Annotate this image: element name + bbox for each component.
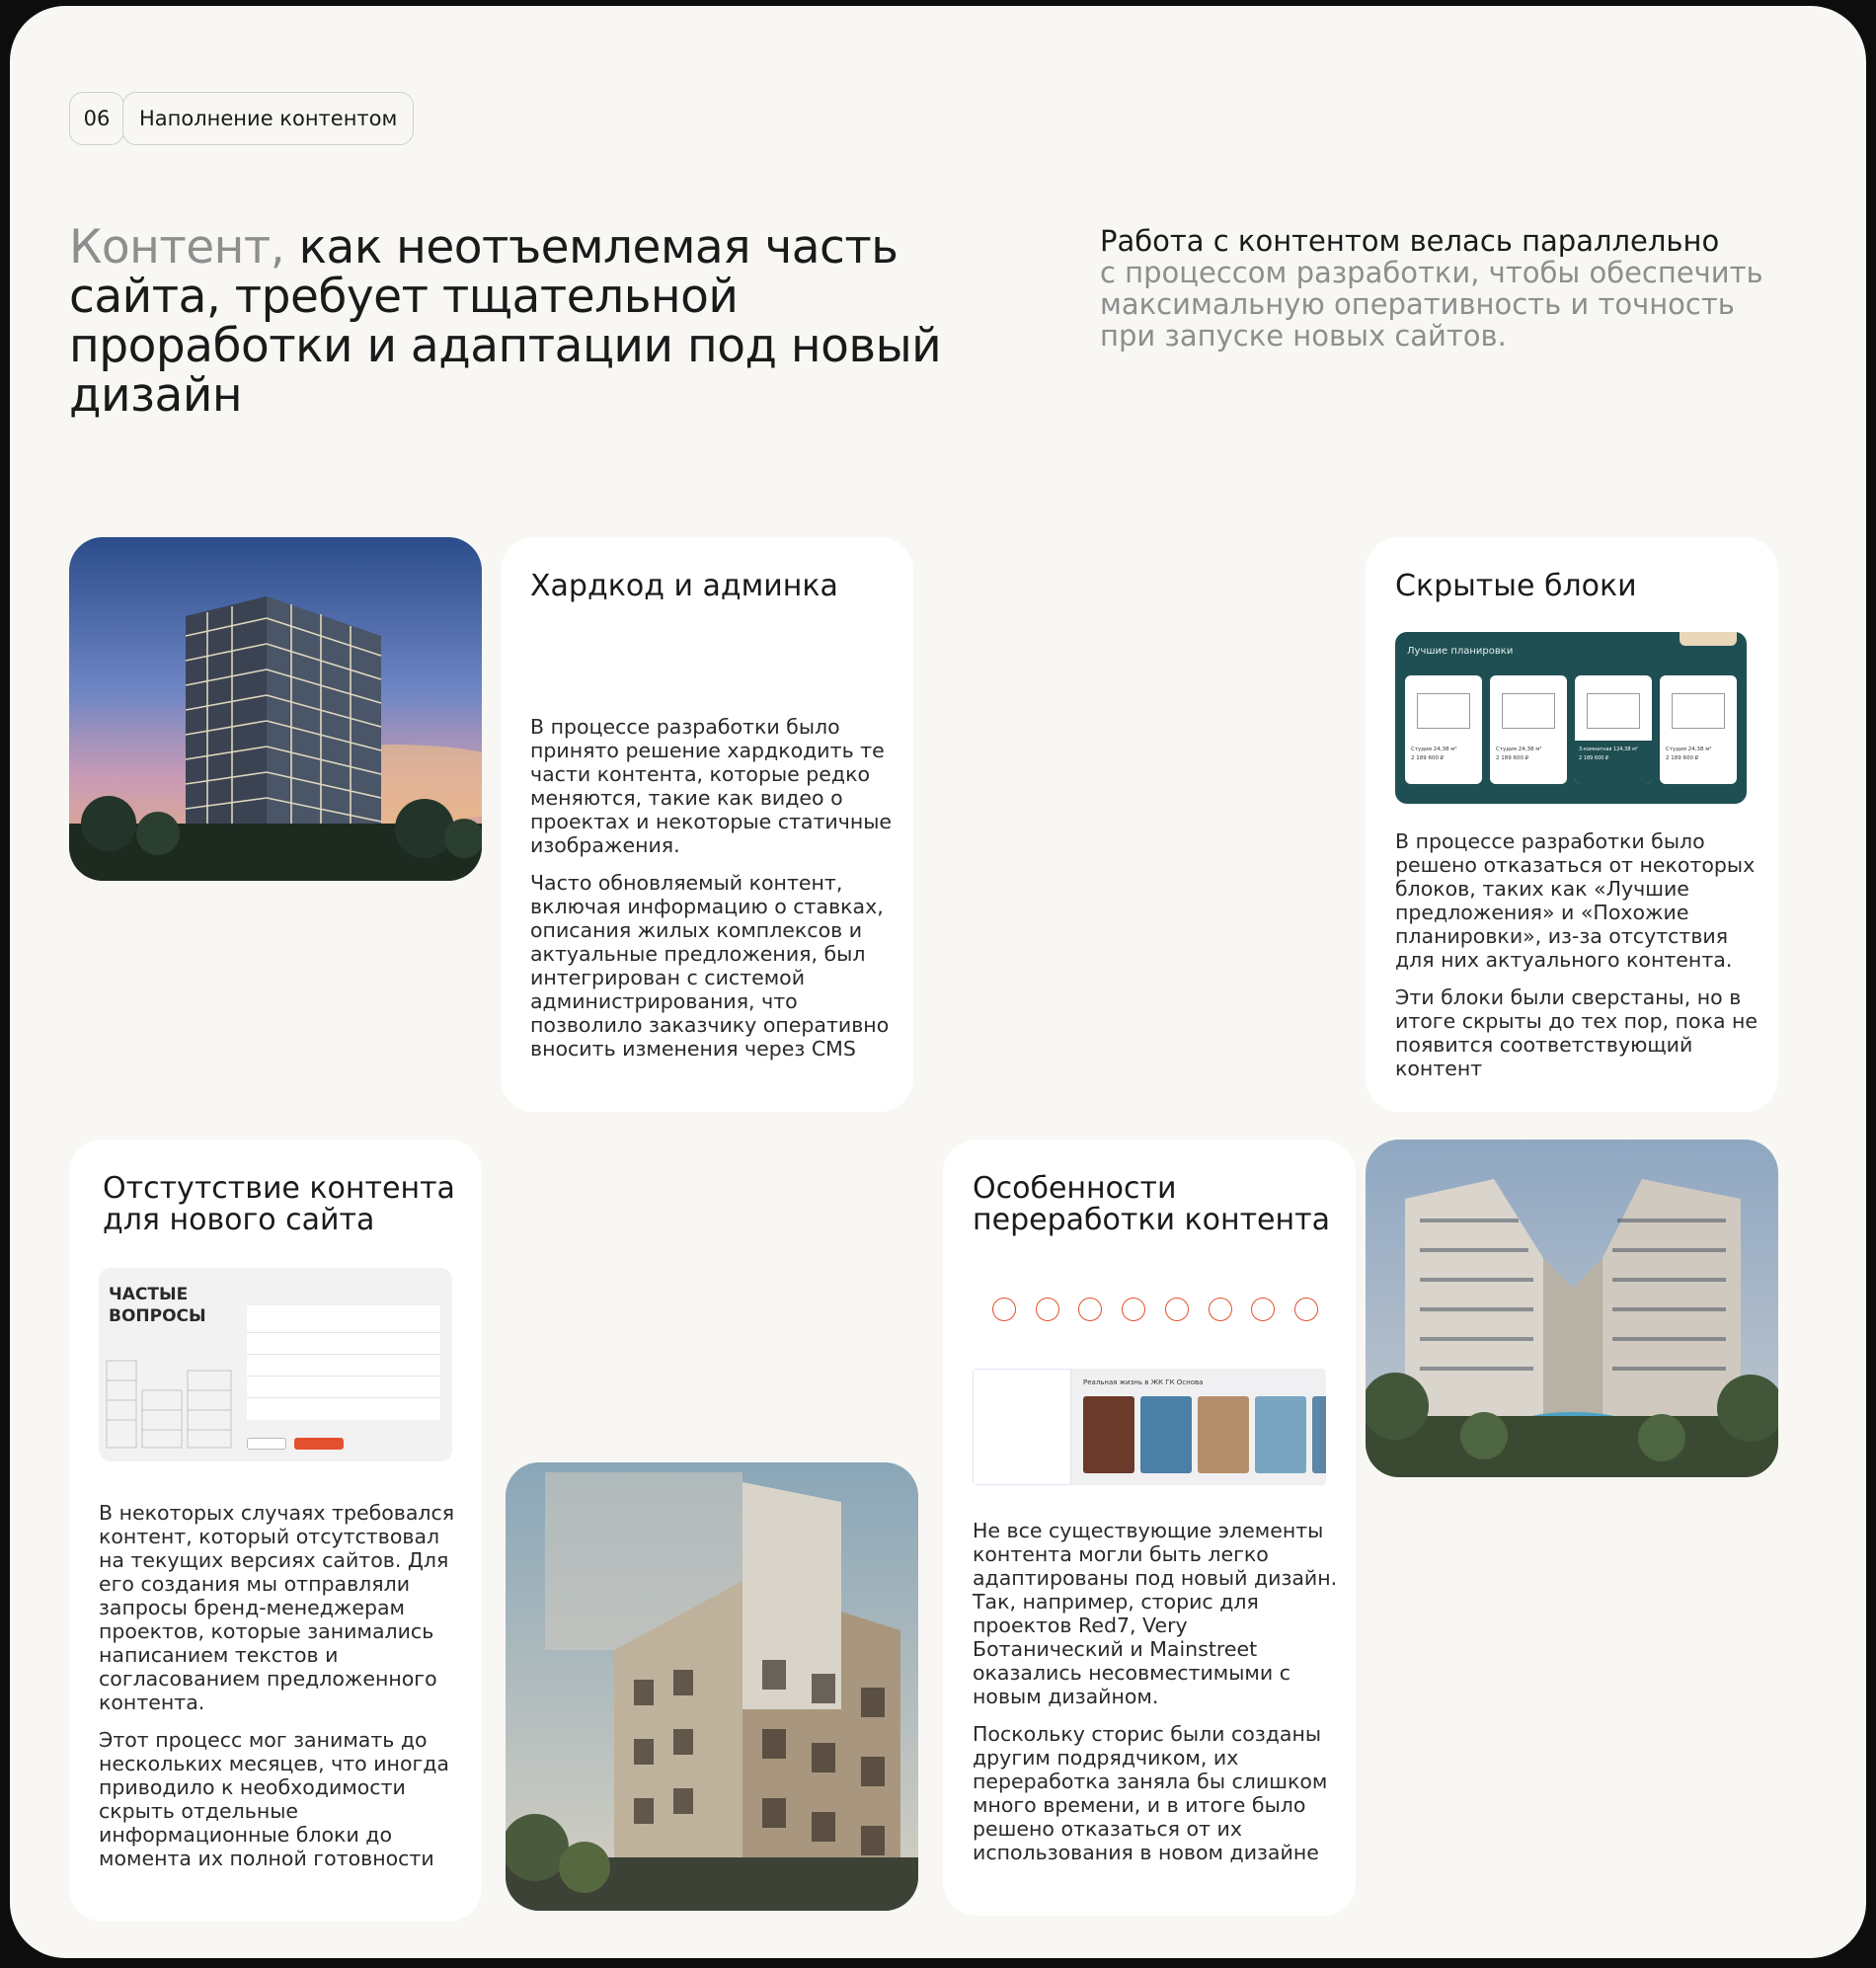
- card-hardcode-p1: В процессе разработки было принято решение хардкодить те части контента, которые редко меняются, такие как видео о проектах и некоторые статичные изображения.: [530, 715, 893, 857]
- mock-unit-price: 2 189 600 ₽: [1496, 755, 1529, 761]
- faq-building-sketch: [103, 1351, 241, 1450]
- card-rework-p2: Поскольку сторис были созданы другим подрядчиком, их переработка заняла бы слишком много времени, и в итоге было решено отказаться от их использования в новом дизайне: [973, 1722, 1328, 1864]
- card-missing-p1: В некоторых случаях требовался контент, который отсутствовал на текущих версиях сайтов. Для его создания мы отправляли запросы бренд-менеджерам проектов, которые занимались написанием текстов и согласованием предложенного контента.: [99, 1501, 455, 1714]
- section-tag: [69, 92, 414, 145]
- story-thumb[interactable]: [1140, 1396, 1192, 1473]
- amenity-icon: [1036, 1298, 1059, 1321]
- card-hidden-p1: В процессе разработки было решено отказаться от некоторых блоков, таких как «Лучшие предложения» и «Похожие планировки», из-за отсутствия для них актуального контента.: [1395, 829, 1756, 972]
- card-hidden-p2: Эти блоки были сверстаны, но в итоге скрыты до тех пор, пока не появится соответствующий контент: [1395, 985, 1759, 1080]
- mock-unit-name: Студия 24,38 м²: [1411, 747, 1457, 752]
- amenity-icon: [1122, 1298, 1145, 1321]
- plans-grid: [973, 1369, 1071, 1485]
- card-missing-content: [69, 1140, 482, 1922]
- faq-item[interactable]: [247, 1333, 440, 1355]
- card-hardcode-title: Хардкод и админка: [530, 569, 838, 603]
- card-rework-p1: Не все существующие элементы контента могли быть легко адаптированы под новый дизайн. Так, например, сторис для проектов Red7, Very Ботанический и Mainstreet оказались несовместимыми с новым дизайном.: [973, 1519, 1338, 1708]
- faq-item[interactable]: [247, 1355, 440, 1377]
- mock-unit-card-selected: [1575, 675, 1652, 784]
- story-thumb[interactable]: [1083, 1396, 1134, 1473]
- section-number: 06: [69, 92, 124, 145]
- mock-unit-name: 3-комнатная 124,38 м²: [1579, 747, 1638, 752]
- intro-line-1: Работа с контентом велась параллельно: [1100, 224, 1720, 258]
- card-rework: [943, 1140, 1356, 1916]
- mock-unit-price: 2 189 600 ₽: [1666, 755, 1699, 761]
- intro-text: [1100, 225, 1791, 352]
- photo-tower-dusk: [69, 537, 482, 881]
- story-thumb[interactable]: [1198, 1396, 1249, 1473]
- mock-unit-card: [1660, 675, 1737, 784]
- best-layouts-mock-title: Лучшие планировки: [1407, 646, 1514, 657]
- best-layouts-mock: [1395, 632, 1747, 804]
- amenity-icon: [1294, 1298, 1318, 1321]
- story-thumb[interactable]: [1255, 1396, 1306, 1473]
- faq-item[interactable]: [247, 1305, 440, 1333]
- card-missing-p2: Этот процесс мог занимать до нескольких месяцев, что иногда приводило к необходимости скрыть отдельные информационные блоки до момента их полной готовности: [99, 1728, 449, 1870]
- mock-unit-card: [1405, 675, 1482, 784]
- mock-unit-price: 2 189 600 ₽: [1579, 755, 1609, 761]
- mock-unit-name: Студия 24,38 м²: [1496, 747, 1542, 752]
- stories-mock-title: Реальная жизнь в ЖК ГК Основа: [1083, 1378, 1204, 1386]
- headline-accent: Контент,: [69, 220, 285, 275]
- headline-rest: как неотъемлемая часть сайта, требует тщательной проработки и адаптации под новый дизайн: [69, 220, 942, 423]
- amenity-icon: [1078, 1298, 1102, 1321]
- faq-mock: [99, 1268, 452, 1461]
- story-thumb[interactable]: [1312, 1396, 1326, 1473]
- card-hidden-title: Скрытые блоки: [1395, 569, 1637, 603]
- faq-secondary-button[interactable]: [247, 1438, 286, 1450]
- card-hidden-blocks: [1366, 537, 1778, 1112]
- mock-unit-name: Студия 24,38 м²: [1666, 747, 1712, 752]
- card-missing-title: Отстутствие контента для нового сайта: [103, 1171, 455, 1237]
- section-label: Наполнение контентом: [122, 92, 414, 145]
- card-rework-title: Особенности переработки контента: [973, 1171, 1330, 1237]
- photo-residential-complex: [1366, 1140, 1778, 1477]
- amenity-icon: [1209, 1298, 1232, 1321]
- card-hardcode-p2: Часто обновляемый контент, включая информацию о ставках, описания жилых комплексов и актуальные предложения, был интегрирован с системой администрирования, что позволило заказчику оперативно вносить изменения через CMS: [530, 871, 890, 1061]
- faq-item[interactable]: [247, 1377, 440, 1398]
- intro-rest: с процессом разработки, чтобы обеспечить максимальную оперативность и точность при запуске новых сайтов.: [1100, 256, 1763, 353]
- icon-row: [992, 1298, 1318, 1321]
- card-hardcode: [501, 537, 913, 1112]
- page: [10, 6, 1866, 1958]
- mock-unit-price: 2 189 600 ₽: [1411, 755, 1445, 761]
- faq-primary-button[interactable]: [294, 1438, 344, 1450]
- mock-unit-card: [1490, 675, 1567, 784]
- faq-mock-title: ЧАСТЫЕ ВОПРОСЫ: [109, 1285, 206, 1326]
- faq-item[interactable]: [247, 1398, 440, 1420]
- mock-badge: [1680, 632, 1737, 646]
- stories-mock: [973, 1369, 1326, 1485]
- amenity-icon: [992, 1298, 1016, 1321]
- photo-midrise-building: [506, 1462, 918, 1911]
- faq-list: [247, 1305, 440, 1420]
- amenity-icon: [1165, 1298, 1189, 1321]
- amenity-icon: [1251, 1298, 1275, 1321]
- headline: [69, 220, 958, 423]
